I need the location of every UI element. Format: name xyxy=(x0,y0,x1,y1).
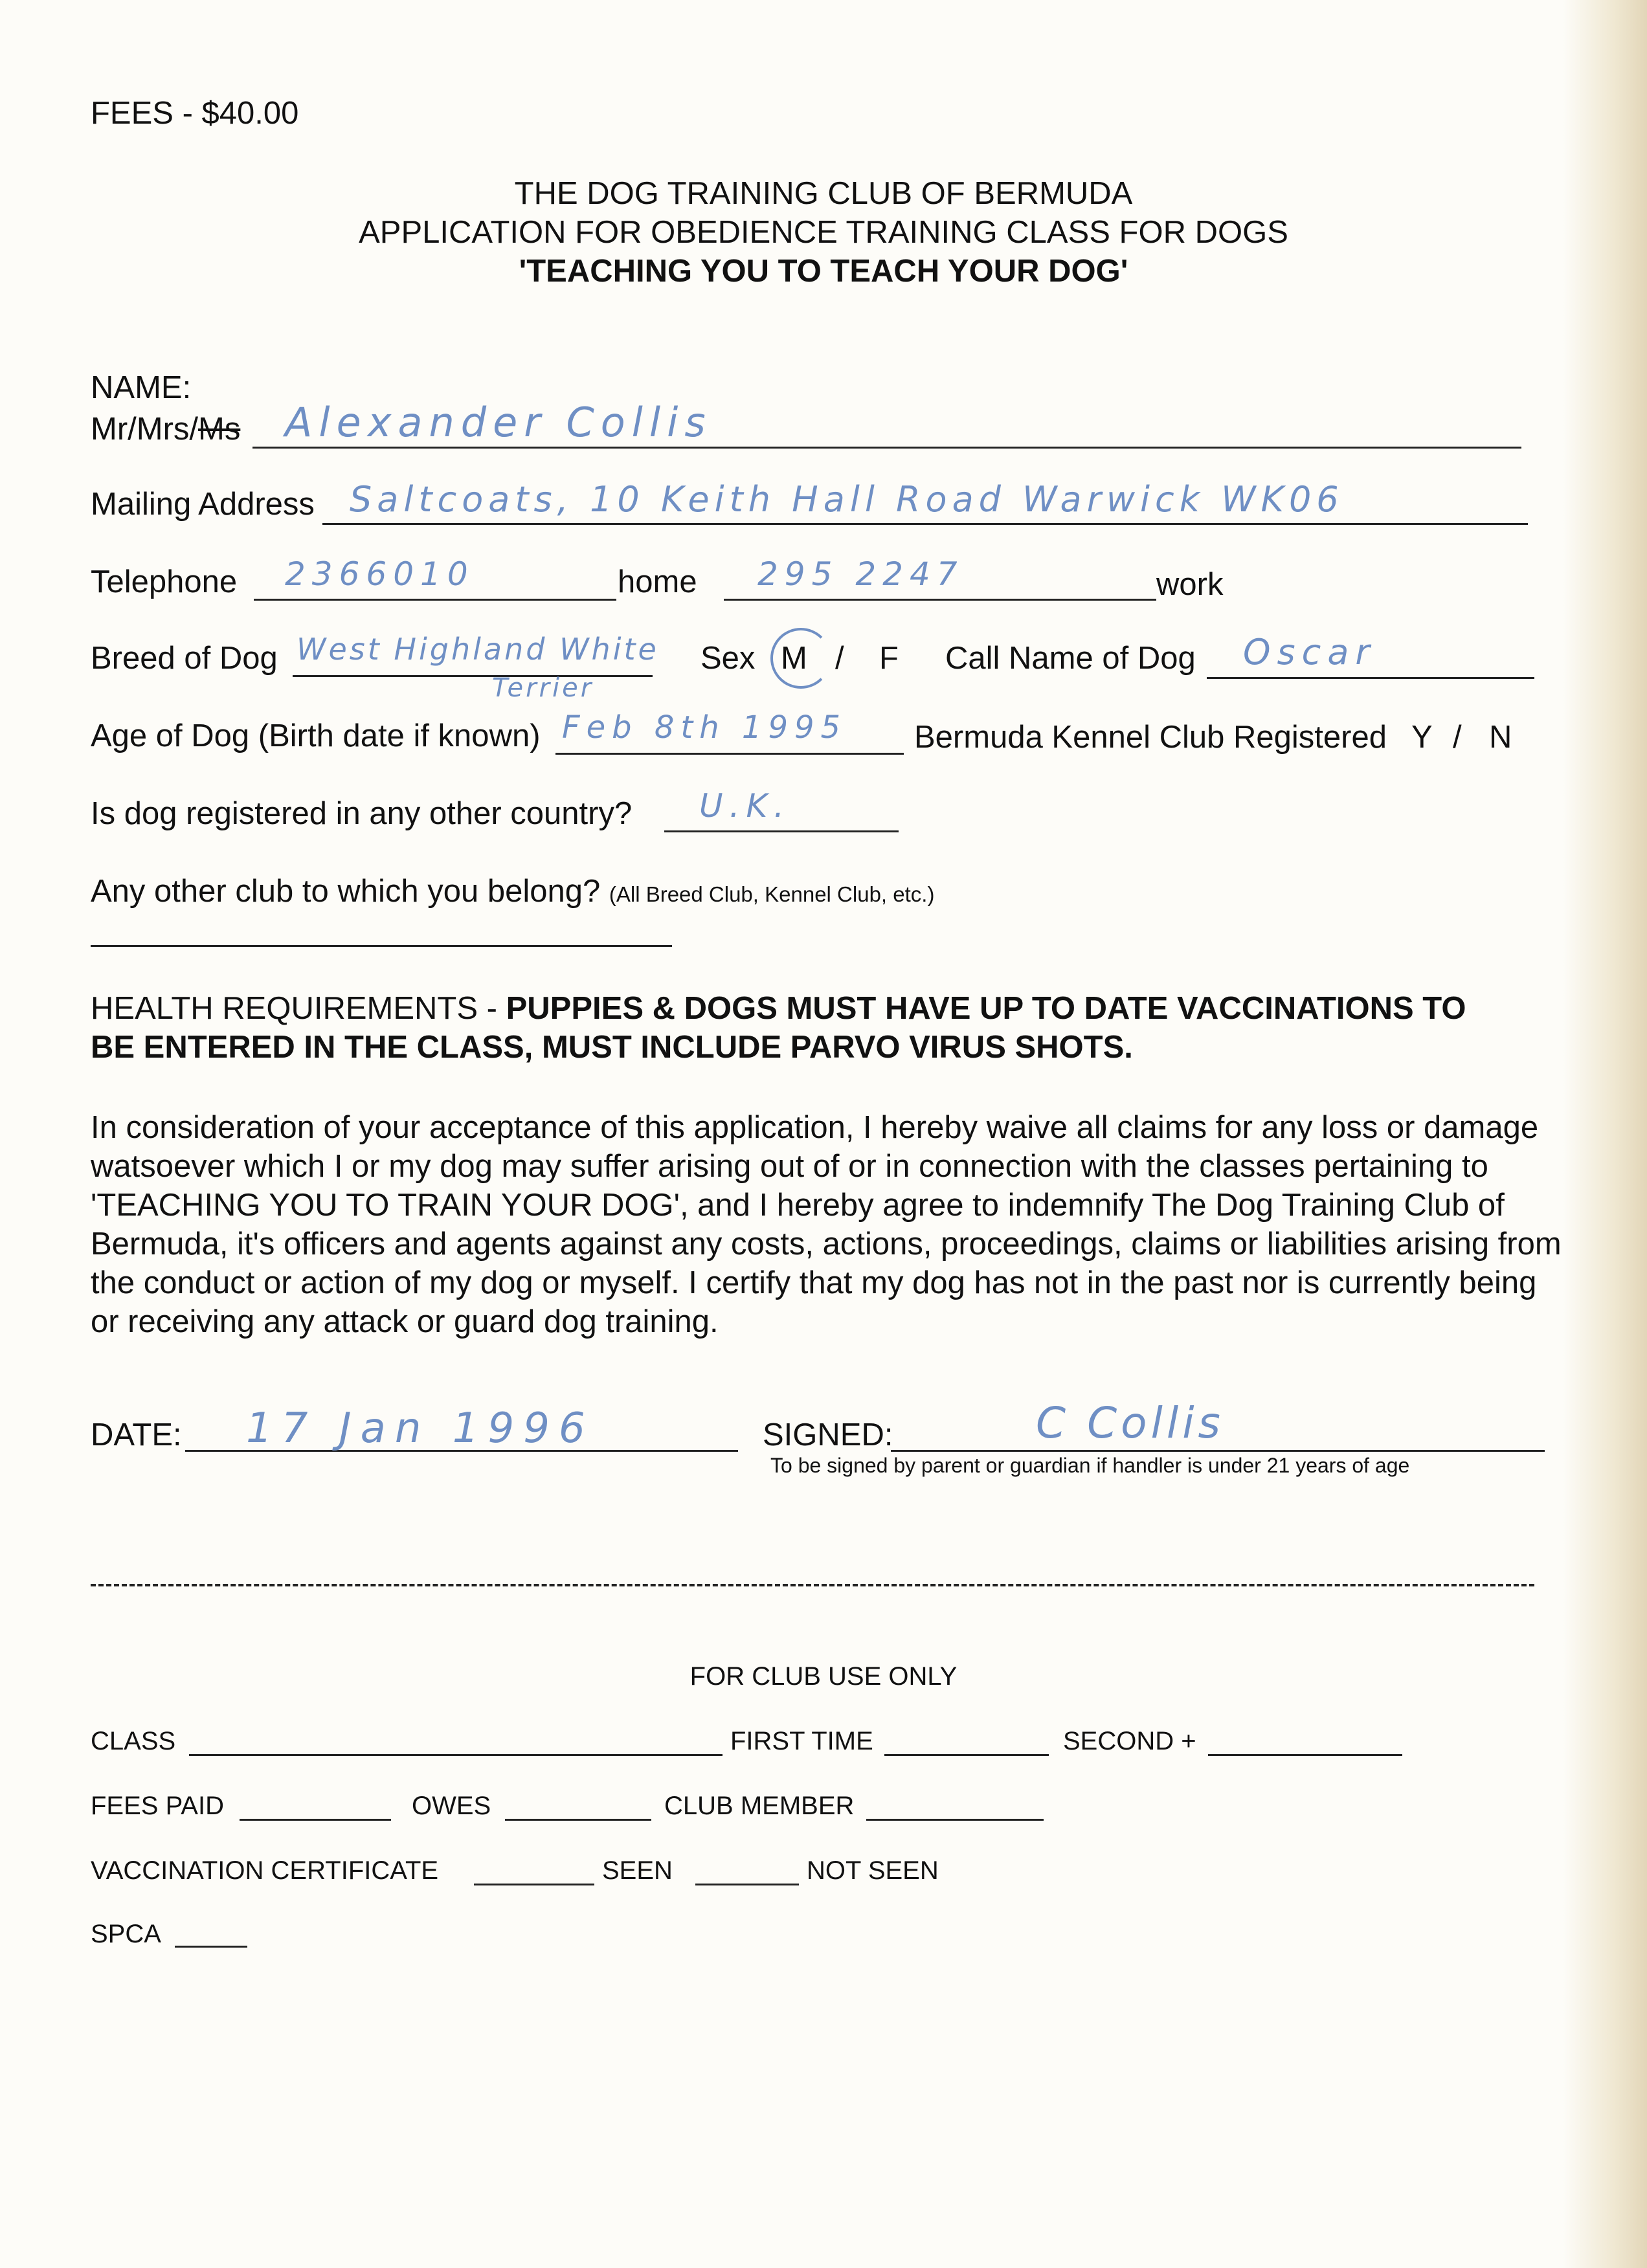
paper-stain xyxy=(1563,0,1647,2268)
sex-female-option[interactable]: F xyxy=(879,641,899,676)
waiver-line4: Bermuda, it's officers and agents against any costs, actions, proceedings, claims or liabilities arising from xyxy=(91,1227,1562,1262)
work-line xyxy=(724,599,1156,601)
health-line2: BE ENTERED IN THE CLASS, MUST INCLUDE PARVO VIRUS SHOTS. xyxy=(91,1030,1133,1065)
first-time-label: FIRST TIME xyxy=(730,1727,873,1755)
title-struck: Ms xyxy=(198,412,241,447)
class-line[interactable] xyxy=(189,1754,723,1756)
telephone-value[interactable]: 2366010 xyxy=(285,555,475,593)
other-country-label: Is dog registered in any other country? xyxy=(91,796,633,831)
other-country-value[interactable]: U.K. xyxy=(699,787,791,825)
date-value[interactable]: 17 Jan 1996 xyxy=(246,1405,594,1452)
telephone-label: Telephone xyxy=(91,564,238,599)
telephone-line xyxy=(254,599,616,601)
other-club-label xyxy=(91,874,934,909)
other-club-line[interactable] xyxy=(91,945,672,947)
first-time-line[interactable] xyxy=(884,1754,1049,1756)
other-club-note: (All Breed Club, Kennel Club, etc.) xyxy=(609,882,935,906)
waiver-line5: the conduct or action of my dog or myself. I certify that my dog has not in the past nor is currently being xyxy=(91,1265,1537,1300)
vaccination-seen-line[interactable] xyxy=(474,1884,594,1885)
breed-value-line2[interactable]: Terrier xyxy=(492,673,594,703)
signed-label: SIGNED: xyxy=(763,1418,893,1452)
title-options xyxy=(91,412,240,447)
signed-note: To be signed by parent or guardian if handler is under 21 years of age xyxy=(770,1454,1410,1477)
club-member-line[interactable] xyxy=(866,1819,1044,1821)
work-label: work xyxy=(1156,567,1224,602)
mailing-label: Mailing Address xyxy=(91,487,315,522)
call-name-value[interactable]: Oscar xyxy=(1243,632,1376,673)
club-use-title: FOR CLUB USE ONLY xyxy=(689,1662,958,1691)
call-name-line xyxy=(1207,677,1534,679)
seen-label: SEEN xyxy=(602,1856,673,1885)
call-name-label: Call Name of Dog xyxy=(945,641,1196,676)
health-line1 xyxy=(91,989,1466,1028)
bkc-separator: / xyxy=(1453,720,1462,755)
sex-male-option[interactable]: M xyxy=(781,641,807,676)
health-bold1: PUPPIES & DOGS MUST HAVE UP TO DATE VACCINATIONS TO xyxy=(506,991,1466,1026)
date-label: DATE: xyxy=(91,1418,182,1452)
header-slogan: 'TEACHING YOU TO TEACH YOUR DOG' xyxy=(519,254,1128,289)
cut-line xyxy=(91,1584,1534,1586)
fees-paid-label: FEES PAID xyxy=(91,1792,224,1820)
age-value[interactable]: Feb 8th 1995 xyxy=(562,709,847,746)
work-value[interactable]: 295 2247 xyxy=(757,555,964,593)
home-label: home xyxy=(618,564,697,599)
mailing-value[interactable]: Saltcoats, 10 Keith Hall Road Warwick WK06 xyxy=(350,479,1344,520)
header-club-name: THE DOG TRAINING CLUB OF BERMUDA xyxy=(514,176,1133,211)
breed-value[interactable]: West Highland White xyxy=(297,632,659,667)
vaccination-label: VACCINATION CERTIFICATE xyxy=(91,1856,439,1885)
waiver-line2: watsoever which I or my dog may suffer arising out of or in connection with the classes pertaining to xyxy=(91,1149,1488,1184)
not-seen-label: NOT SEEN xyxy=(807,1856,939,1885)
sex-selection-circle xyxy=(770,628,831,689)
owes-line[interactable] xyxy=(505,1819,651,1821)
breed-label: Breed of Dog xyxy=(91,641,278,676)
spca-line[interactable] xyxy=(175,1946,247,1948)
title-prefix: Mr/Mrs/ xyxy=(91,412,198,447)
sex-separator: / xyxy=(835,641,844,676)
bkc-no-option[interactable]: N xyxy=(1489,720,1512,755)
mailing-line xyxy=(322,523,1528,525)
sex-label: Sex xyxy=(700,641,756,676)
fees-label: FEES - $40.00 xyxy=(91,96,299,131)
age-line xyxy=(555,753,904,755)
fees-paid-line[interactable] xyxy=(240,1819,391,1821)
bkc-label: Bermuda Kennel Club Registered xyxy=(914,720,1387,755)
second-label: SECOND + xyxy=(1063,1727,1196,1755)
other-club-question: Any other club to which you belong? xyxy=(91,874,601,909)
waiver-line3: 'TEACHING YOU TO TRAIN YOUR DOG', and I hereby agree to indemnify The Dog Training Club of xyxy=(91,1188,1505,1223)
name-label: NAME: xyxy=(91,370,192,405)
spca-label: SPCA xyxy=(91,1920,161,1948)
age-label: Age of Dog (Birth date if known) xyxy=(91,718,541,753)
breed-line xyxy=(293,675,653,677)
other-country-line xyxy=(664,830,899,832)
signature[interactable]: C Collis xyxy=(1036,1398,1224,1448)
club-member-label: CLUB MEMBER xyxy=(664,1792,855,1820)
bkc-yes-option[interactable]: Y xyxy=(1411,720,1433,755)
health-prefix: HEALTH REQUIREMENTS - xyxy=(91,991,506,1026)
name-line xyxy=(252,447,1521,449)
name-value[interactable]: Alexander Collis xyxy=(285,399,712,446)
class-label: CLASS xyxy=(91,1727,176,1755)
vaccination-not-seen-line[interactable] xyxy=(695,1884,799,1885)
waiver-line6: or receiving any attack or guard dog training. xyxy=(91,1304,719,1339)
owes-label: OWES xyxy=(412,1792,491,1820)
second-line[interactable] xyxy=(1208,1754,1402,1756)
signature-line xyxy=(891,1450,1545,1452)
waiver-line1: In consideration of your acceptance of this application, I hereby waive all claims for any loss or damage xyxy=(91,1110,1539,1145)
header-application-title: APPLICATION FOR OBEDIENCE TRAINING CLASS FOR DOGS xyxy=(359,215,1288,250)
